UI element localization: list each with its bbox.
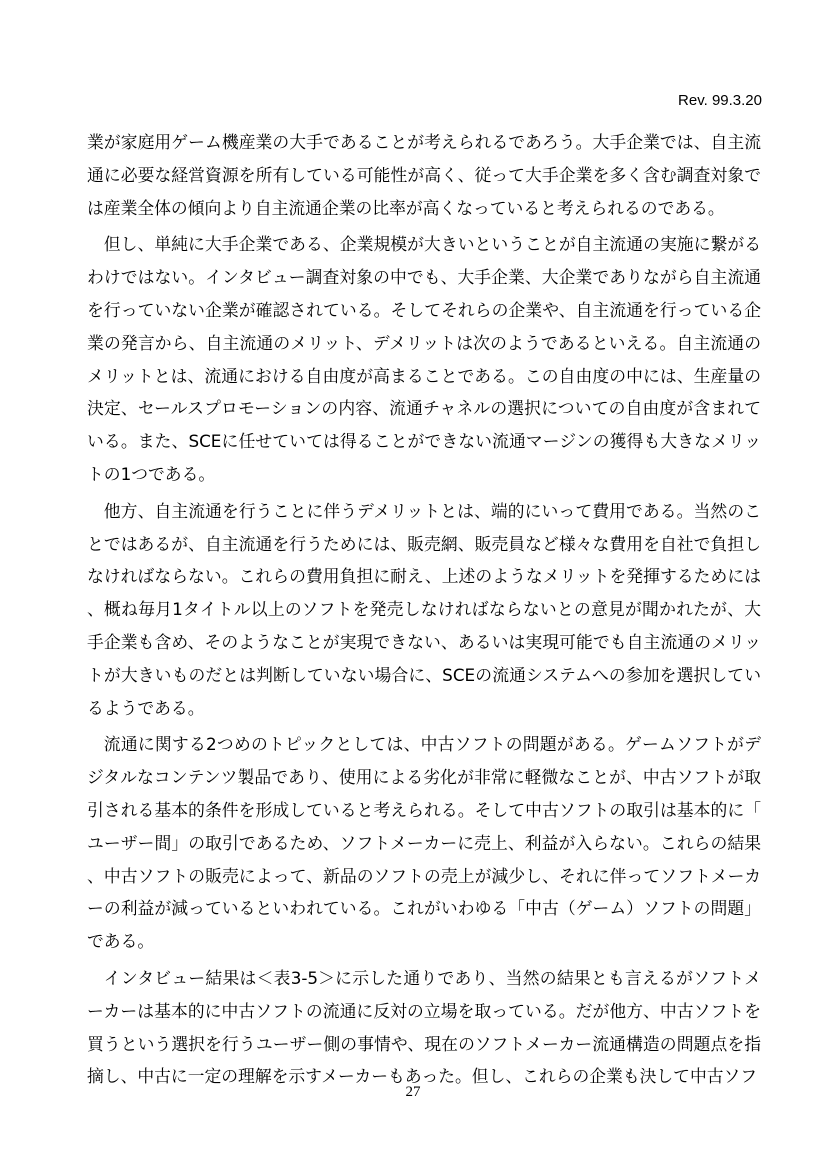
paragraph-2: 但し、単純に大手企業である、企業規模が大きいということが自主流通の実施に繋がるわけではない。インタビュー調査対象の中でも、大手企業、大企業でありながら自主流通を行っていない企業が確認されている。そしてそれらの企業や、自主流通を行っている企業の発言から、自主流通のメリット、デメリットは次のようであるといえる。自主流通のメリットとは、流通における自由度が高まることである。この自由度の中には、生産量の決定、セールスプロモーションの内容、流通チャネルの選択についての自由度が含まれている。また、SCEに任せていては得ることができない流通マージンの獲得も大きなメリットの1つである。 <box>87 234 761 484</box>
revision-label: Rev. 99.3.20 <box>678 92 762 109</box>
paragraph-4: 流通に関する2つめのトピックとしては、中古ソフトの問題がある。ゲームソフトがデジタルなコンテンツ製品であり、使用による劣化が非常に軽微なことが、中古ソフトが取引される基本的条件を形成していると考えられる。そして中古ソフトの取引は基本的に「ユーザー間」の取引であるため、ソフトメーカーに売上、利益が入らない。これらの結果、中古ソフトの販売によって、新品のソフトの売上が減少し、それに伴ってソフトメーカーの利益が減っているといわれている。これがいわゆる「中古（ゲーム）ソフトの問題」である。 <box>87 734 761 952</box>
document-body <box>87 126 761 1097</box>
paragraph-5: インタビュー結果は＜表3-5＞に示した通りであり、当然の結果とも言えるがソフトメーカーは基本的に中古ソフトの流通に反対の立場を取っている。だが他方、中古ソフトを買うという選択を行うユーザー側の事情や、現在のソフトメーカー流通構造の問題点を指摘し、中古に一定の理解を示すメーカーもあった。但し、これらの企業も決して中古ソフ <box>87 967 761 1087</box>
page-number: 27 <box>405 1084 421 1100</box>
paragraph-3: 他方、自主流通を行うことに伴うデメリットとは、端的にいって費用である。当然のことではあるが、自主流通を行うためには、販売網、販売員など様々な費用を自社で負担しなければならない。これらの費用負担に耐え、上述のようなメリットを発揮するためには、概ね毎月1タイトル以上のソフトを発売しなければならないとの意見が聞かれたが、大手企業も含め、そのようなことが実現できない、あるいは実現可能でも自主流通のメリットが大きいものだとは判断していない場合に、SCEの流通システムへの参加を選択しているようである。 <box>87 500 761 718</box>
paragraph-1: 業が家庭用ゲーム機産業の大手であることが考えられるであろう。大手企業では、自主流通に必要な経営資源を所有している可能性が高く、従って大手企業を多く含む調査対象では産業全体の傾向より自主流通企業の比率が高くなっていると考えられるのである。 <box>87 132 761 218</box>
